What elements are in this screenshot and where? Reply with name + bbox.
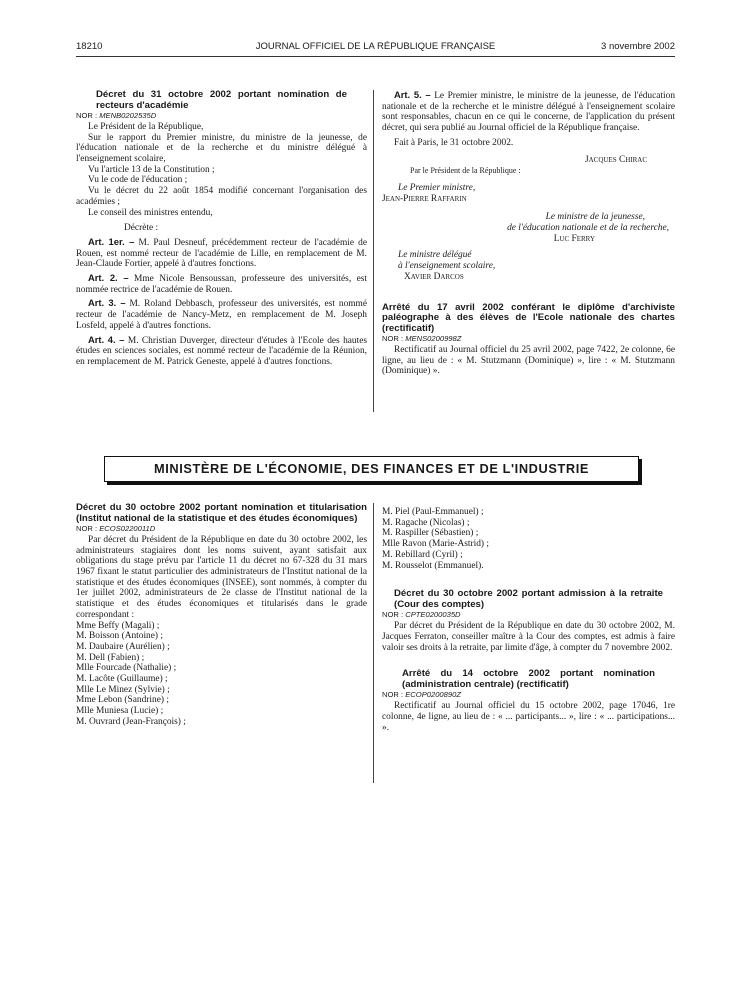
- column-divider-bottom: [373, 503, 374, 783]
- delegate-title-1: Le ministre délégué: [398, 250, 472, 261]
- column-divider-top: [373, 90, 374, 412]
- decree-rectors-vu3: Vu le décret du 22 août 1854 modifié concernant l'organisation des académies ;: [76, 186, 367, 207]
- decree-rectors-nor: NOR : MENB0202535D: [76, 111, 157, 121]
- by-president: Par le Président de la République :: [410, 166, 521, 176]
- list-item: M. Lacôte (Guillaume) ;: [76, 674, 168, 685]
- decree-insee: [76, 503, 367, 728]
- decree-insee-nor: NOR : ECOS0220011D: [76, 524, 156, 534]
- decree-rectors: [76, 90, 367, 368]
- decree-cour-nor: NOR : CPTE0200035D: [382, 610, 461, 620]
- arrete-admin-text: Rectificatif au Journal officiel du 15 octobre 2002, page 17046, 1re colonne, 4e ligne, au lieu de : « ... participants... », lire : « ... participations... ».: [382, 701, 675, 733]
- minister-title-2: de l'éducation nationale et de la recherche,: [507, 223, 669, 234]
- arrete-admin-nor: NOR : ECOP0200890Z: [382, 690, 461, 700]
- minister-title-1: Le ministre de la jeunesse,: [545, 212, 645, 223]
- delegate-title-2: à l'enseignement scolaire,: [398, 261, 496, 272]
- decree-rectors-vu2: Vu le code de l'éducation ;: [88, 175, 188, 186]
- arrete-admin-title: Arrêté du 14 octobre 2002 portant nomination (administration centrale) (rectificatif): [402, 668, 655, 690]
- decree-insee-title: Décret du 30 octobre 2002 portant nomination et titularisation (Institut national de la statistique et des études économiques): [76, 502, 367, 524]
- journal-title: JOURNAL OFFICIEL DE LA RÉPUBLIQUE FRANÇAISE: [255, 41, 496, 52]
- decree-rectors-president: Le Président de la République,: [88, 121, 204, 132]
- issue-date: 3 novembre 2002: [601, 41, 675, 52]
- article-4: Art. 4. – M. Christian Duverger, directeur d'études à l'Ecole des hautes études en sciences sociales, est nommé recteur de l'académie de la Réunion, en remplacement de M. Patrick Geneste, appelé à d'autres fonctions.: [76, 333, 368, 367]
- list-item: Mlle Muniesa (Lucie) ;: [76, 706, 164, 717]
- minister-name: Luc Ferry: [553, 233, 595, 244]
- list-item: M. Rebillard (Cyril) ;: [382, 549, 463, 560]
- list-item: M. Daubaire (Aurélien) ;: [76, 641, 170, 652]
- list-item: M. Piel (Paul-Emmanuel) ;: [382, 507, 484, 517]
- page-number: 18210: [76, 41, 103, 52]
- decree-rectors-vu1: Vu l'article 13 de la Constitution ;: [88, 164, 215, 175]
- decree-rectors-conseil: Le conseil des ministres entendu,: [88, 207, 213, 218]
- done-at: Fait à Paris, le 31 octobre 2002.: [394, 137, 514, 148]
- list-item: Mme Lebon (Sandrine) ;: [76, 695, 169, 706]
- list-item: M. Rousselot (Emmanuel).: [382, 560, 484, 571]
- list-item: M. Raspiller (Sébastien) ;: [382, 528, 479, 539]
- pm-name: Jean-Pierre Raffarin: [382, 193, 467, 204]
- article-1: Art. 1er. – M. Paul Desneuf, précédemment recteur de l'académie de Rouen, est nommé recteur de l'académie de Lille, en remplacement de M. Jean-Claude Fortier, appelé à d'autres fonctions.: [76, 235, 368, 270]
- page-header: [76, 41, 675, 55]
- arrete-chartes-text: Rectificatif au Journal officiel du 25 avril 2002, page 7422, 2e colonne, 6e ligne, au lieu de : « M. Stutzmann (Dominique) », lire : « M. Stutzmann (Dominique) ».: [382, 345, 675, 377]
- article-5: Art. 5. – Le Premier ministre, le ministre de la jeunesse, de l'éducation nationale et de la recherche et le ministre délégué à l'enseignement scolaire sont responsables, chacun en ce qui le concerne, de l'application du présent décret, qui sera publié au Journal officiel de la République française.: [382, 89, 676, 134]
- list-item: M. Boisson (Antoine) ;: [76, 631, 163, 642]
- pm-title: Le Premier ministre,: [398, 182, 476, 193]
- decree-cour-text: Par décret du Président de la République en date du 30 octobre 2002, M. Jacques Ferraton, conseiller maître à la Cour des comptes, est admis à faire valoir ses droits à la retraite, par limite d'âge, à compter du 7 novembre 2002.: [382, 621, 675, 653]
- insee-names-left: [76, 621, 367, 728]
- list-item: M. Ouvrard (Jean-François) ;: [76, 716, 186, 727]
- list-item: M. Ragache (Nicolas) ;: [382, 517, 470, 528]
- article-3: Art. 3. – M. Roland Debbasch, professeur des universités, est nommé recteur de l'académie de Nancy-Metz, en remplacement de M. Joseph Losfeld, appelé à d'autres fonctions.: [76, 297, 368, 331]
- decree-rectors-continued: [382, 90, 675, 377]
- delegate-name: Xavier Darcos: [404, 271, 464, 282]
- decree-insee-text: Par décret du Président de la République en date du 30 octobre 2002, les administrateurs stagiaires dont les noms suivent, ayant satisfait aux obligations du stage prévu par l'article 11 du décret no 67-328 du 31 mars 1967 fixant le statut particulier des administrateurs de l'Institut national de la statistique et des études économiques (INSEE), sont nommés, à compter du 1er juillet 2002, administrateurs de 2e classe de l'Institut national de la statistique et des études économiques et titularisés dans le grade correspondant :: [76, 534, 367, 620]
- signer-president: Jacques Chirac: [584, 154, 647, 165]
- decree-cour-title: Décret du 30 octobre 2002 portant admission à la retraite (Cour des comptes): [394, 588, 663, 610]
- list-item: Mlle Ravon (Marie-Astrid) ;: [382, 539, 490, 550]
- header-rule: [76, 56, 675, 57]
- ministry-banner: [104, 456, 639, 482]
- list-item: Mme Beffy (Magali) ;: [76, 620, 160, 631]
- decree-insee-continued: [382, 507, 675, 733]
- insee-names-right: [382, 507, 675, 571]
- decree-rectors-decrete: Décrète :: [124, 223, 159, 234]
- ministry-name: MINISTÈRE DE L'ÉCONOMIE, DES FINANCES ET DE L'INDUSTRIE: [153, 461, 590, 476]
- arrete-chartes-nor: NOR : MENS0200998Z: [382, 334, 462, 344]
- decree-rectors-title: Décret du 31 octobre 2002 portant nomination de recteurs d'académie: [96, 89, 347, 111]
- arrete-chartes-title: Arrêté du 17 avril 2002 conférant le diplôme d'archiviste paléographe à des élèves de l'Ecole nationale des chartes (rectificatif): [382, 301, 675, 334]
- list-item: Mlle Le Minez (Sylvie) ;: [76, 684, 170, 695]
- article-2: Art. 2. – Mme Nicole Bensoussan, professeure des universités, est nommée rectrice de l'académie de Rouen.: [76, 272, 368, 295]
- decree-rectors-report: Sur le rapport du Premier ministre, du ministre de la jeunesse, de l'éducation nationale et de la recherche et du ministre délégué à l'enseignement scolaire,: [76, 132, 367, 164]
- list-item: M. Dell (Fabien) ;: [76, 652, 145, 663]
- list-item: Mlle Fourcade (Nathalie) ;: [76, 663, 177, 674]
